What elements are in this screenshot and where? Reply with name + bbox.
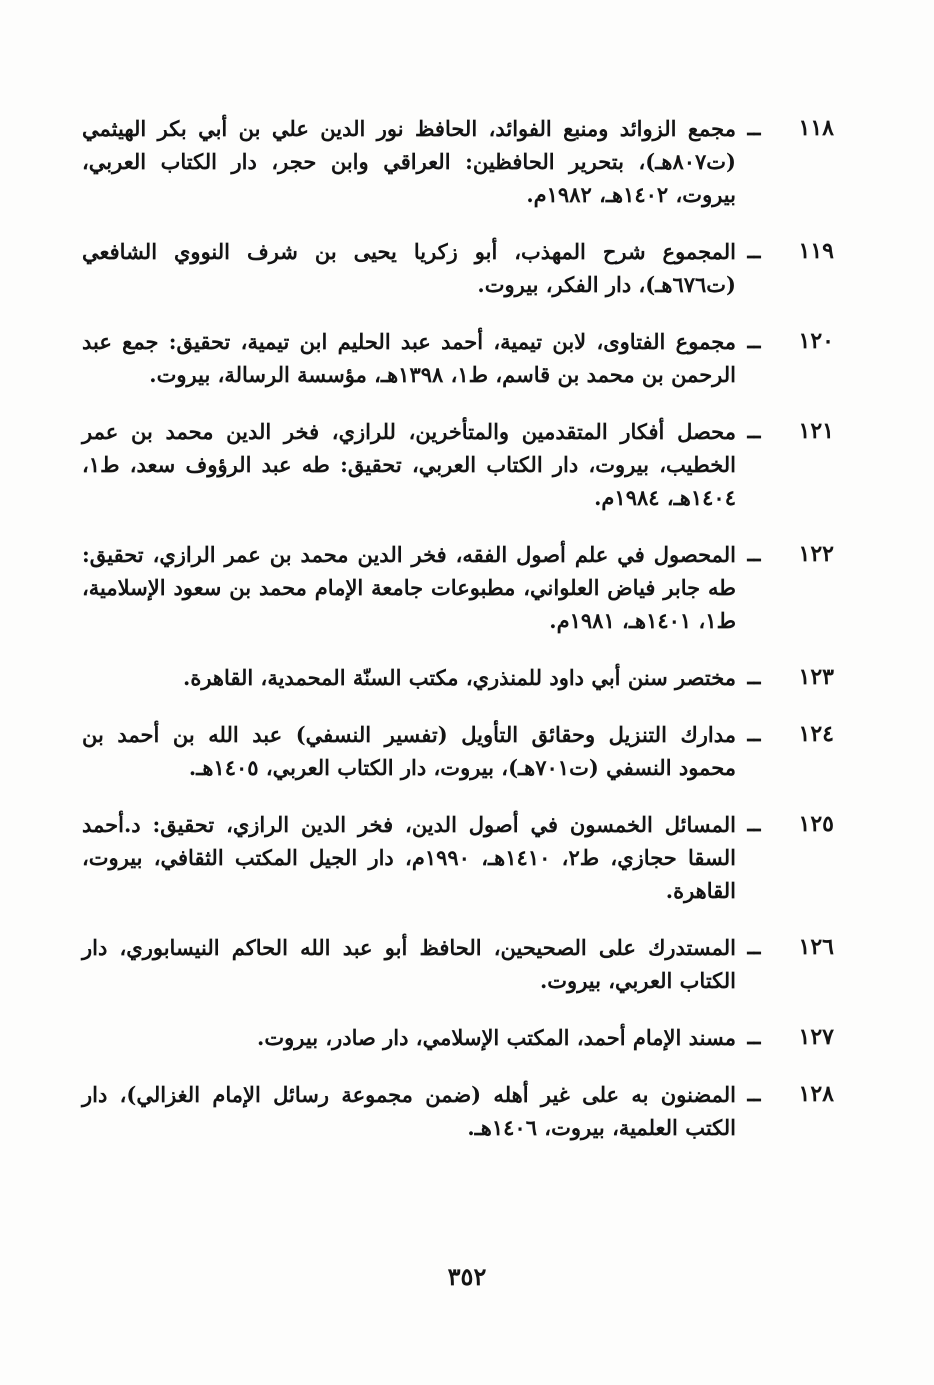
entry-number: ١١٨ (798, 115, 834, 141)
entry-text: المستدرك على الصحيحين، الحافظ أبو عبد الله الحاكم النيسابوري، دار الكتاب العربي، بيروت. (82, 935, 736, 993)
bibliography-entry (82, 235, 834, 301)
entry-dash: ــ (747, 541, 761, 567)
entry-text: مجمع الزوائد ومنبع الفوائد، الحافظ نور الدين علي بن أبي بكر الهيثمي (ت٨٠٧هـ)، بتحرير الحافظين: العراقي وابن حجر، دار الكتاب العربي، بيروت، ١٤٠٢هـ، ١٩٨٢م. (82, 116, 736, 207)
entry-text: المحصول في علم أصول الفقه، فخر الدين محمد بن عمر الرازي، تحقيق: طه جابر فياض العلواني، مطبوعات جامعة الإمام محمد بن سعود الإسلامية، ط١، ١٤٠١هـ، ١٩٨١م. (82, 542, 736, 633)
entry-dash: ــ (747, 1081, 761, 1107)
entry-number: ١٢٧ (798, 1024, 834, 1050)
entry-dash: ــ (747, 1024, 761, 1050)
bibliography-entry (82, 931, 834, 997)
entry-dash: ــ (747, 115, 761, 141)
bibliography-entry (82, 718, 834, 784)
entry-dash: ــ (747, 418, 761, 444)
entry-number: ١٢٣ (798, 664, 834, 690)
bibliography-list (82, 112, 834, 1144)
entry-number: ١٢٤ (798, 721, 834, 747)
bibliography-entry (82, 538, 834, 637)
bibliography-entry (82, 112, 834, 211)
entry-dash: ــ (747, 238, 761, 264)
entry-number: ١٢٠ (798, 328, 834, 354)
entry-dash: ــ (747, 811, 761, 837)
entry-number: ١٢٥ (798, 811, 834, 837)
entry-number: ١٢١ (798, 418, 834, 444)
entry-text: المجموع شرح المهذب، أبو زكريا يحيى بن شرف النووي الشافعي (ت٦٧٦هـ)، دار الفكر، بيروت. (82, 239, 736, 297)
entry-number: ١٢٢ (798, 541, 834, 567)
bibliography-entry (82, 1021, 834, 1054)
entry-text: المضنون به على غير أهله (ضمن مجموعة رسائل الإمام الغزالي)، دار الكتب العلمية، بيروت، ١٤٠٦هـ. (82, 1082, 736, 1140)
entry-text: مدارك التنزيل وحقائق التأويل (تفسير النسفي) عبد الله بن أحمد بن محمود النسفي (ت٧٠١هـ)، بيروت، دار الكتاب العربي، ١٤٠٥هـ. (82, 722, 736, 780)
bibliography-entry (82, 1078, 834, 1144)
entry-text: المسائل الخمسون في أصول الدين، فخر الدين الرازي، تحقيق: د.أحمد السقا حجازي، ط٢، ١٤١٠هـ، ١٩٩٠م، دار الجيل المكتب الثقافي، بيروت، القاهرة. (82, 812, 736, 903)
entry-text: مختصر سنن أبي داود للمنذري، مكتب السنّة المحمدية، القاهرة. (183, 665, 736, 690)
entry-dash: ــ (747, 328, 761, 354)
entry-text: مجموع الفتاوى، لابن تيمية، أحمد عبد الحليم ابن تيمية، تحقيق: جمع عبد الرحمن بن محمد بن قاسم، ط١، ١٣٩٨هـ، مؤسسة الرسالة، بيروت. (82, 329, 736, 387)
entry-dash: ــ (747, 934, 761, 960)
bibliography-entry (82, 661, 834, 694)
bibliography-entry (82, 415, 834, 514)
entry-number: ١٢٨ (798, 1081, 834, 1107)
entry-dash: ــ (747, 721, 761, 747)
entry-number: ١٢٦ (798, 934, 834, 960)
bibliography-entry (82, 325, 834, 391)
entry-dash: ــ (747, 664, 761, 690)
entry-text: مسند الإمام أحمد، المكتب الإسلامي، دار صادر، بيروت. (257, 1025, 736, 1050)
page-number: ٣٥٢ (447, 1262, 487, 1291)
entry-number: ١١٩ (798, 238, 834, 264)
bibliography-entry (82, 808, 834, 907)
entry-text: محصل أفكار المتقدمين والمتأخرين، للرازي، فخر الدين محمد بن عمر الخطيب، بيروت، دار الكتاب العربي، تحقيق: طه عبد الرؤوف سعد، ط١، ١٤٠٤هـ، ١٩٨٤م. (82, 419, 736, 510)
